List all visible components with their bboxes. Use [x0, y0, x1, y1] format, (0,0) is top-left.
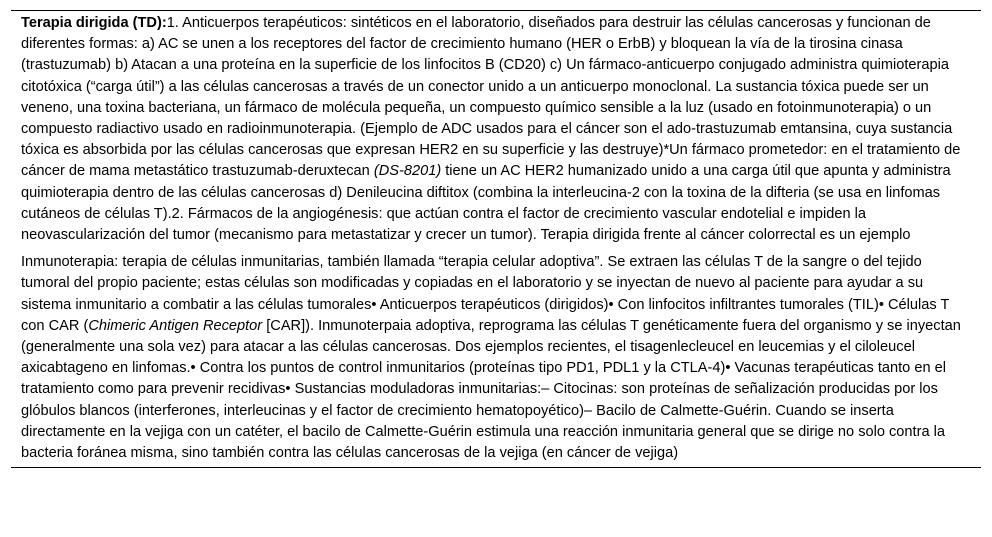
targeted-therapy-cell [11, 11, 981, 249]
targeted-therapy-text-2: tiene un AC HER2 humanizado unido a una carga útil que apunta y administra quimioterapia dentro de las células cancerosas d) Denileucina diftitox (combina la interleucina-2 con la toxina de la difteria (se usa en linfomas cutáneos de células T).2. Fármacos de la angiogénesis: que actúan contra el factor de crecimiento vascular endotelial e impiden la neovascularización del tumor (mecanismo para metastatizar y crecer un tumor). Terapia dirigida frente al cáncer colorrectal es un ejemplo [21, 163, 951, 244]
immunotherapy-text-1: Inmunoterapia: terapia de células inmunitarias, también llamada “terapia celular adoptiva”. Se extraen las células T de la sangre o del tejido tumoral del propio paciente; estas células son modificadas y copiadas en el laboratorio y se inyectan de nuevo al paciente para ayudar a su sistema inmunitario a combatir a las células tumorales• Anticuerpos terapéuticos (dirigidos)• Con linfocitos infiltrantes tumorales (TIL)• Células T con CAR ( [21, 254, 950, 334]
immunotherapy-car-term: Chimeric Antigen Receptor [88, 317, 263, 334]
immunotherapy-text-2: [CAR]). Inmunoterpaia adoptiva, reprograma las células T genéticamente fuera del organismo y se inyectan (generalmente una sola vez) para atacar a las células cancerosas. Dos ejemplos recientes, el tisagenlecleucel en leucemias y el ciloleucel axicabtageno en linfomas.• Contra los puntos de control inmunitarios (proteínas tipo PD1, PDL1 y la CTLA-4)• Vacunas terapéuticas tanto en el tratamiento como para prevenir recidivas• Sustancias moduladoras inmunitarias:– Citocinas: son proteínas de señalización producidas por los glóbulos blancos (interferones, interleucinas y el factor de crecimiento hematopoyético)– Bacilo de Calmette-Guérin. Cuando se inserta directamente en la vejiga con un catéter, el bacilo de Calmette-Guérin estimula una reacción inmunitaria general que se dirige no solo contra la bacteria foránea misma, sino también contra las células cancerosas de la vejiga (en cáncer de vejiga) [21, 317, 961, 462]
targeted-therapy-heading: Terapia dirigida (TD): [21, 15, 167, 31]
therapy-table [11, 10, 981, 468]
targeted-therapy-text-1: 1. Anticuerpos terapéuticos: sintéticos en el laboratorio, diseñados para destruir las células cancerosas y funcionan de diferentes formas: a) AC se unen a los receptores del factor de crecimiento humano (HER o ErbB) y bloquean la vía de la tirosina cinasa (trastuzumab) b) Atacan a una proteína en la superficie de los linfocitos B (CD20) c) Un fármaco-anticuerpo conjugado administra quimioterapia citotóxica (“carga útil”) a las células cancerosas a través de un conector unido a un anticuerpo monoclonal. La sustancia tóxica puede ser un veneno, una toxina bacteriana, un fármaco de molécula pequeña, un compuesto químico sensible a la luz (usado en fotoinmunoterapia) o un compuesto radiactivo usado en radioinmunoterapia. (Ejemplo de ADC usados para el cáncer son el ado-trastuzumab emtansina, cuya sustancia tóxica es absorbida por las células cancerosas que expresan HER2 en su superficie y las destruye)*Un fármaco prometedor: en el tratamiento de cáncer de mama metastático trastuzumab-deruxtecan [21, 15, 961, 180]
immunotherapy-cell [11, 249, 981, 467]
targeted-therapy-drug-code: (DS-8201) [373, 163, 442, 180]
